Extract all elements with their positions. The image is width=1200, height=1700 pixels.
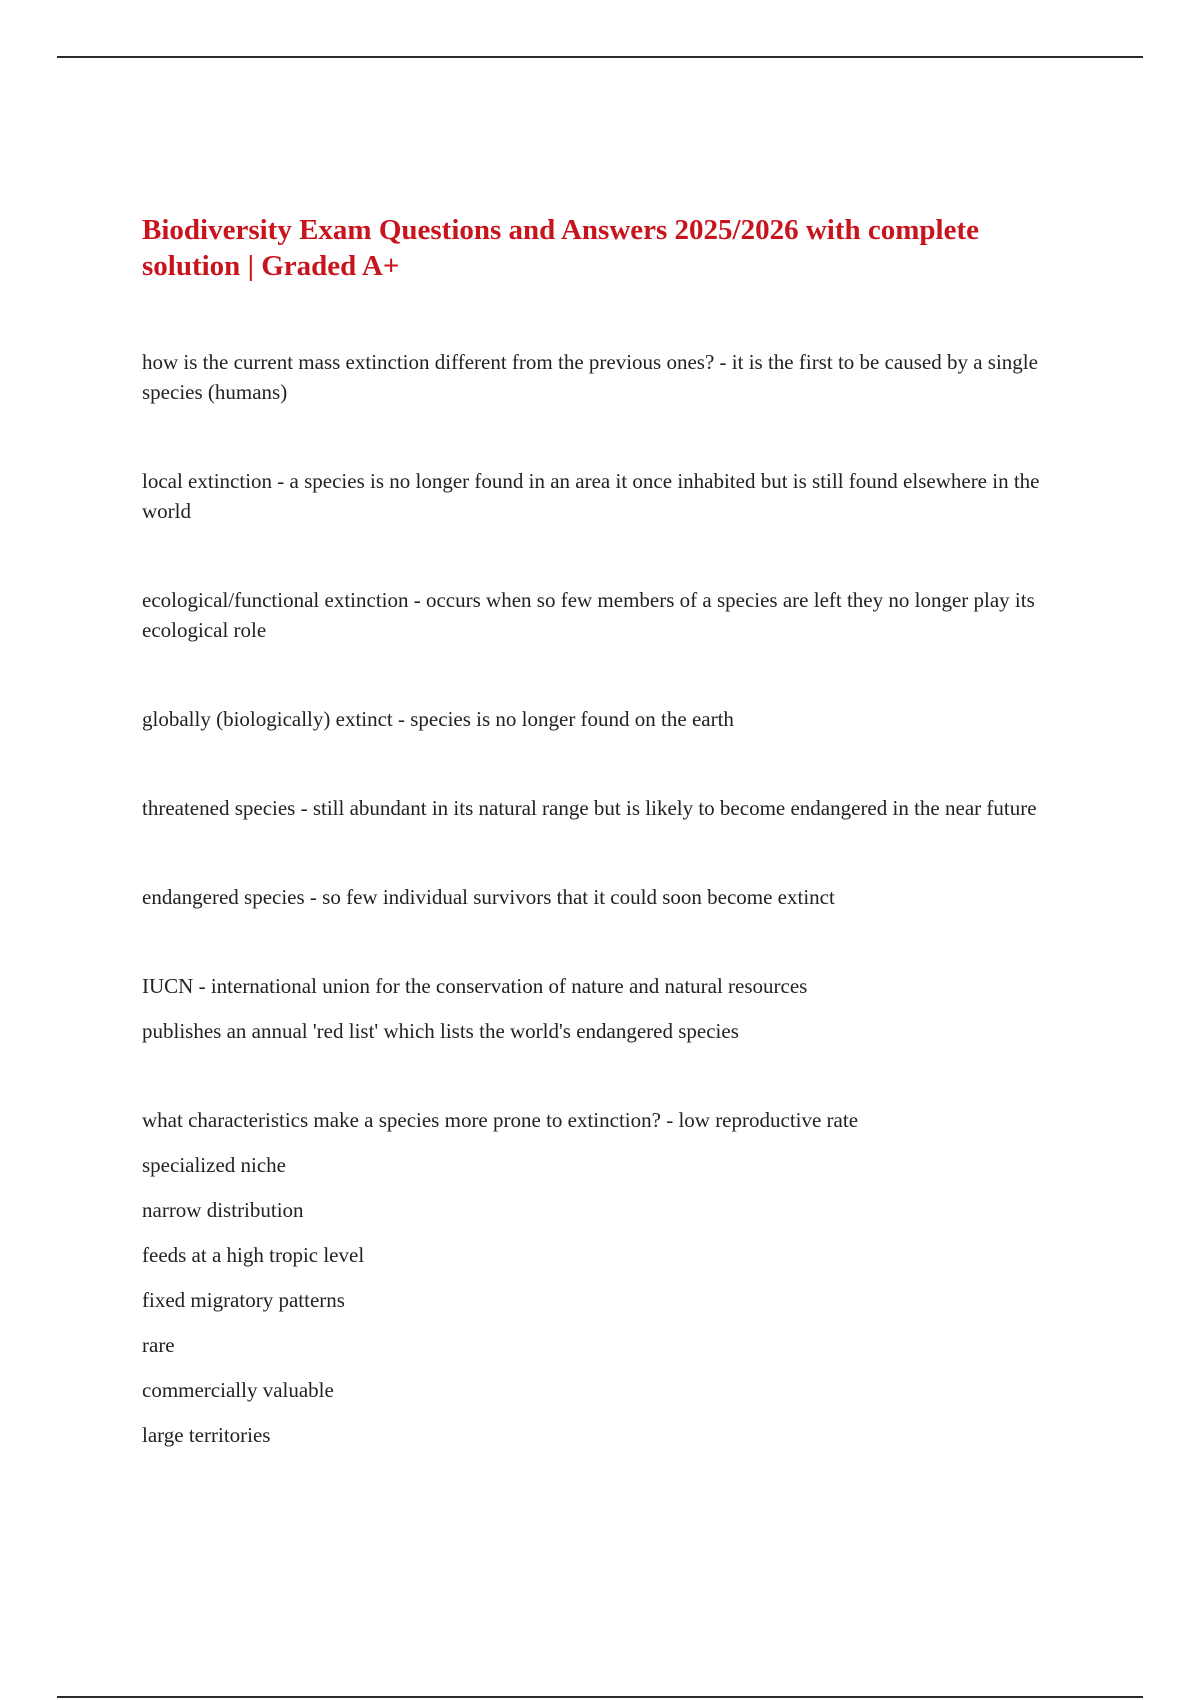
- qa-list-item: narrow distribution: [142, 1198, 304, 1222]
- qa-entry: [142, 1105, 1062, 1450]
- qa-entry: [142, 466, 1062, 526]
- footer-rule: [57, 1696, 1143, 1698]
- qa-list-item: fixed migratory patterns: [142, 1288, 345, 1312]
- qa-entry: [142, 585, 1062, 645]
- qa-entry: [142, 347, 1062, 407]
- qa-list-item: feeds at a high tropic level: [142, 1243, 365, 1267]
- qa-text: how is the current mass extinction different from the previous ones? - it is the first to be caused by a single species (humans): [142, 350, 1038, 404]
- qa-text: IUCN - international union for the conservation of nature and natural resources: [142, 974, 808, 998]
- qa-entry: [142, 971, 1062, 1046]
- qa-text: threatened species - still abundant in its natural range but is likely to become endangered in the near future: [142, 796, 1037, 820]
- qa-entry: [142, 704, 1062, 734]
- qa-list-item: specialized niche: [142, 1153, 287, 1177]
- qa-list-item: commercially valuable: [142, 1378, 334, 1402]
- qa-text: local extinction - a species is no longer found in an area it once inhabited but is still found elsewhere in the world: [142, 469, 1040, 523]
- qa-entry: [142, 793, 1062, 823]
- document-title: Biodiversity Exam Questions and Answers 2025/2026 with complete solution | Graded A+: [142, 214, 979, 282]
- qa-text: globally (biologically) extinct - species is no longer found on the earth: [142, 707, 734, 731]
- qa-continuation: publishes an annual 'red list' which lists the world's endangered species: [142, 1019, 739, 1043]
- qa-list-item: rare: [142, 1333, 175, 1357]
- qa-text: ecological/functional extinction - occurs when so few members of a species are left they no longer play its ecological role: [142, 588, 1035, 642]
- qa-text: what characteristics make a species more prone to extinction? - low reproductive rate: [142, 1108, 859, 1132]
- qa-text: endangered species - so few individual survivors that it could soon become extinct: [142, 885, 835, 909]
- header-rule: [57, 56, 1143, 58]
- qa-list-item: large territories: [142, 1423, 271, 1447]
- document-body: [142, 212, 1062, 1509]
- qa-entry: [142, 882, 1062, 912]
